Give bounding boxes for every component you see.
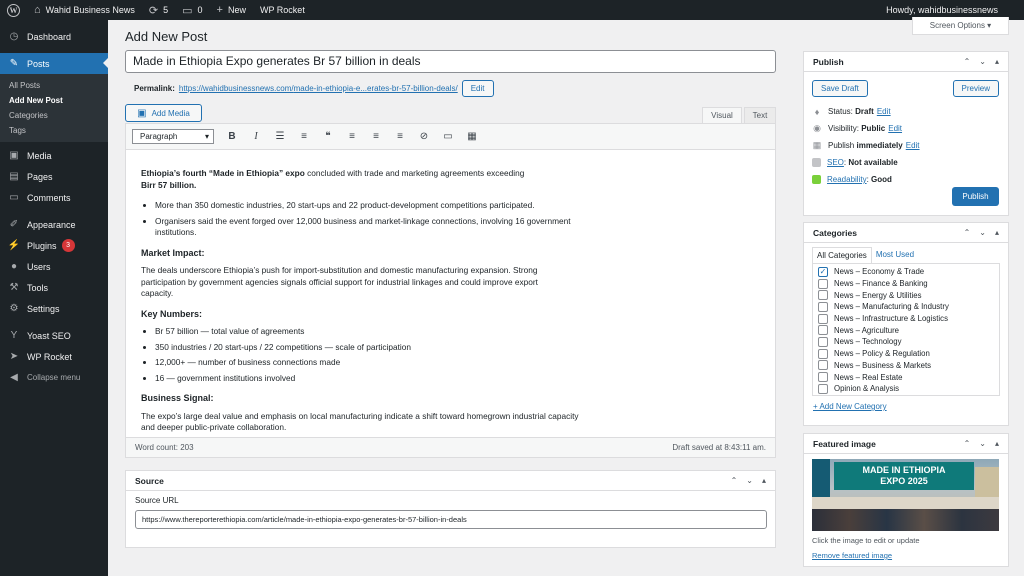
featured-image-thumbnail[interactable]: [812, 459, 999, 531]
menu-comments-label: Comments: [27, 192, 71, 203]
category-checkbox[interactable]: [818, 290, 828, 300]
schedule-edit-link[interactable]: Edit: [905, 141, 920, 150]
submenu-categories[interactable]: Categories: [9, 111, 48, 120]
list-item: • Organisers said the event forged over 12,000 business and market-linkage connections, involving 16 government institutions.: [155, 216, 595, 239]
menu-media[interactable]: [0, 145, 108, 166]
screen-options-label: Screen Options: [929, 21, 985, 30]
categories-metabox-title: Categories: [813, 227, 857, 238]
tab-most-used[interactable]: Most Used: [875, 250, 915, 259]
move-down-icon[interactable]: ⌄: [979, 57, 986, 66]
intro-bold: Ethiopia’s fourth “Made in Ethiopia” expo: [141, 168, 305, 178]
comments-count: 0: [197, 5, 203, 15]
menu-pages-label: Pages: [27, 171, 53, 182]
intro-rest: concluded with trade and marketing agreements exceeding: [304, 168, 525, 178]
source-metabox: [125, 470, 776, 548]
chevron-down-icon: ▾: [204, 132, 209, 141]
menu-yoast-seo[interactable]: [0, 325, 108, 346]
seo-value: Not available: [848, 158, 898, 167]
key-numbers-list: [155, 326, 761, 384]
collapse-menu-label: Collapse menu: [27, 373, 81, 382]
status-label: Status:: [828, 107, 853, 116]
category-item[interactable]: [813, 360, 999, 372]
list-item: • Br 57 billion — total value of agreements: [155, 326, 761, 338]
featured-image-metabox: [803, 433, 1009, 567]
plus-icon: +: [216, 4, 223, 16]
category-label: News – Manufacturing & Industry: [834, 302, 949, 312]
publish-actions-row: [804, 72, 1008, 103]
move-up-icon[interactable]: ⌃: [963, 57, 971, 66]
editor-status-bar: [126, 437, 775, 457]
bullet-list-icon[interactable]: ☰: [275, 131, 285, 142]
home-icon: ⌂: [34, 4, 41, 16]
menu-users[interactable]: [0, 256, 108, 277]
collapse-icon[interactable]: ▴: [994, 228, 999, 237]
updates-count: 5: [163, 5, 169, 15]
category-checklist: [812, 263, 1000, 396]
publish-metabox: [803, 51, 1009, 216]
menu-posts[interactable]: [0, 53, 108, 74]
menu-posts-label: Posts: [27, 58, 50, 69]
updates-menu[interactable]: [142, 0, 175, 20]
expo-floor: [812, 497, 999, 509]
category-checkbox[interactable]: [818, 314, 828, 324]
move-down-icon[interactable]: ⌄: [979, 439, 986, 448]
menu-appearance[interactable]: [0, 214, 108, 235]
pages-icon: ▤: [9, 171, 19, 182]
category-label: News – Infrastructure & Logistics: [834, 314, 948, 324]
categories-metabox-header: [804, 223, 1008, 243]
schedule-row: [804, 137, 1008, 154]
category-label: News – Agriculture: [834, 325, 900, 335]
wrench-icon: ⚒: [9, 282, 19, 293]
category-checkbox[interactable]: [818, 349, 828, 359]
move-up-icon[interactable]: ⌃: [963, 439, 971, 448]
category-label: News – Energy & Utilities: [834, 290, 922, 300]
category-item[interactable]: [813, 289, 999, 301]
pushpin-icon: ✎: [9, 58, 19, 69]
menu-settings-label: Settings: [27, 303, 60, 314]
permalink-label: Permalink:: [134, 84, 175, 93]
category-checkbox[interactable]: [818, 372, 828, 382]
category-label: News – Finance & Banking: [834, 279, 928, 289]
source-metabox-header: [126, 471, 775, 491]
menu-tools-label: Tools: [27, 282, 49, 293]
category-checkbox[interactable]: [818, 360, 828, 370]
menu-dashboard-label: Dashboard: [27, 31, 72, 42]
market-paragraph: The deals underscore Ethiopia’s push for import-substitution and domestic manufacturing expansion. Strong participation by government agencies signals official support for industrial linkages and could improve export capacity.: [141, 265, 538, 298]
wp-rocket-menu[interactable]: [253, 0, 312, 20]
list-item: • 350 industries / 20 start-ups / 22 competitions — scale of participation: [155, 342, 761, 354]
site-name-menu[interactable]: [27, 0, 142, 20]
site-name: Wahid Business News: [45, 5, 135, 15]
admin-sidebar: [0, 20, 108, 576]
banner-line-2: EXPO 2025: [880, 476, 928, 486]
post-title-input[interactable]: Made in Ethiopia Expo generates Br 57 billion in deals: [125, 50, 776, 73]
intro-bold-2: Birr 57 billion.: [141, 179, 197, 190]
category-checkbox[interactable]: [818, 279, 828, 289]
menu-settings[interactable]: [0, 298, 108, 319]
media-icon: ▣: [9, 150, 19, 161]
submenu-tags[interactable]: Tags: [9, 126, 26, 135]
category-checkbox[interactable]: [818, 337, 828, 347]
publish-button[interactable]: Publish: [952, 187, 999, 206]
highlights-list: [155, 200, 761, 239]
editor-content[interactable]: [126, 150, 775, 434]
new-label: New: [227, 5, 246, 15]
category-label: Opinion & Analysis: [834, 384, 900, 394]
remove-featured-image-link[interactable]: Remove featured image: [812, 551, 893, 560]
banner-line-1: MADE IN ETHIOPIA: [862, 465, 946, 475]
readability-value: Good: [871, 175, 892, 184]
align-right-icon[interactable]: ≡: [397, 131, 403, 142]
category-label: News – Real Estate: [834, 372, 903, 382]
format-select[interactable]: [132, 129, 214, 144]
caret-down-icon: ▾: [987, 21, 992, 30]
readability-status-icon: [812, 175, 821, 184]
category-checkbox[interactable]: ✓: [819, 267, 827, 277]
pin-icon: ♦: [814, 106, 820, 117]
seo-link[interactable]: SEO: [827, 158, 844, 167]
category-item[interactable]: [813, 266, 999, 278]
menu-comments[interactable]: [0, 187, 108, 208]
intro-paragraph: [141, 168, 611, 191]
draft-saved-status: Draft saved at 8:43:11 am.: [672, 443, 766, 452]
menu-pages[interactable]: [0, 166, 108, 187]
permalink-row: [134, 80, 494, 97]
visibility-label: Visibility:: [828, 124, 859, 133]
menu-appearance-label: Appearance: [27, 219, 76, 230]
rocket-icon: ➤: [9, 351, 19, 362]
publish-time-label: Publish: [828, 141, 855, 150]
preview-button[interactable]: Preview: [953, 80, 999, 97]
category-item[interactable]: [813, 301, 999, 313]
collapse-arrow-icon: ◀: [10, 372, 18, 383]
menu-users-label: Users: [27, 261, 51, 272]
read-more-icon[interactable]: ▭: [443, 131, 453, 142]
category-label: News – Business & Markets: [834, 360, 932, 370]
source-metabox-title: Source: [135, 475, 164, 486]
menu-yoast-label: Yoast SEO: [27, 330, 71, 341]
move-up-icon[interactable]: ⌃: [730, 476, 738, 485]
expo-banner: [834, 462, 974, 490]
move-down-icon[interactable]: ⌄: [979, 228, 986, 237]
category-item[interactable]: [813, 383, 999, 395]
comment-bubble-icon: ▭: [182, 4, 193, 17]
source-url-label: Source URL: [135, 496, 179, 505]
media-camera-icon: ▣: [137, 107, 147, 119]
publish-metabox-header: [804, 52, 1008, 72]
menu-dashboard[interactable]: [0, 26, 108, 47]
users-icon: ●: [10, 261, 18, 272]
bold-icon[interactable]: B: [228, 131, 236, 142]
admin-bar: [0, 0, 1024, 20]
tab-all-categories[interactable]: All Categories: [812, 247, 872, 263]
category-item[interactable]: [813, 336, 999, 348]
tab-text[interactable]: Text: [744, 107, 776, 123]
wp-logo-menu[interactable]: [0, 0, 27, 20]
status-value: Draft: [855, 107, 874, 116]
toolbar-toggle-icon[interactable]: ▦: [467, 131, 477, 142]
expo-crowd: [812, 509, 999, 531]
status-row: [804, 103, 1008, 120]
category-label: News – Economy & Trade: [834, 267, 925, 277]
collapse-icon[interactable]: ▴: [994, 439, 999, 448]
posts-submenu: [0, 74, 108, 142]
publish-time-value: immediately: [856, 141, 903, 150]
category-checkbox[interactable]: [818, 325, 828, 335]
plugin-icon: ⚡: [7, 240, 21, 251]
settings-icon: ⚙: [9, 303, 19, 314]
numbered-list-icon[interactable]: ≡: [301, 131, 307, 142]
menu-media-label: Media: [27, 150, 52, 161]
submenu-all-posts[interactable]: All Posts: [9, 81, 41, 90]
menu-plugins-label: Plugins: [27, 240, 57, 251]
collapse-icon[interactable]: ▴: [994, 57, 999, 66]
comments-menu[interactable]: [175, 0, 209, 20]
refresh-icon: ⟳: [148, 4, 159, 17]
category-checkbox[interactable]: [818, 302, 828, 312]
category-item[interactable]: [813, 324, 999, 336]
align-left-icon[interactable]: ≡: [349, 131, 355, 142]
submenu-add-new-post[interactable]: Add New Post: [9, 96, 63, 105]
heading-key-numbers: Key Numbers:: [141, 308, 203, 319]
word-count: Word count: 203: [135, 443, 194, 452]
permalink-base: https://wahidbusinessnews.com/: [178, 84, 294, 93]
permalink-edit-button[interactable]: Edit: [462, 80, 494, 97]
category-label: News – Policy & Regulation: [834, 349, 930, 359]
menu-plugins[interactable]: [0, 235, 108, 256]
signal-paragraph: The expo’s large deal value and emphasis on local manufacturing indicate a shift toward homegrown industrial capacity and deeper public-private collaboration.: [141, 410, 579, 432]
add-new-category-link[interactable]: + Add New Category: [813, 402, 887, 411]
add-media-button[interactable]: [125, 104, 202, 122]
move-down-icon[interactable]: ⌄: [746, 476, 753, 485]
italic-icon[interactable]: I: [254, 131, 258, 142]
seo-row: SEO : Not available: [804, 154, 1008, 171]
new-content-menu[interactable]: [210, 0, 253, 20]
collapse-icon[interactable]: ▴: [761, 476, 766, 485]
screen-options-toggle[interactable]: [912, 17, 1009, 35]
add-media-label: Add Media: [151, 108, 190, 118]
featured-image-header: [804, 434, 1008, 454]
move-up-icon[interactable]: ⌃: [963, 228, 971, 237]
seo-status-icon: [812, 158, 821, 167]
format-select-value: Paragraph: [140, 132, 178, 141]
category-checkbox[interactable]: [818, 384, 828, 394]
calendar-icon: ▦: [812, 140, 822, 150]
status-edit-link[interactable]: Edit: [876, 107, 891, 116]
category-item[interactable]: [813, 371, 999, 383]
featured-image-title: Featured image: [813, 438, 876, 449]
save-draft-button[interactable]: Save Draft: [812, 80, 868, 97]
wp-rocket-label: WP Rocket: [259, 5, 305, 15]
howdy-text: Howdy, wahidbusinessnews: [886, 5, 998, 15]
list-item: • More than 350 domestic industries, 20 start-ups and 22 product-development competitions participated.: [155, 200, 761, 212]
list-item: • 16 — government institutions involved: [155, 373, 761, 385]
category-label: News – Technology: [834, 337, 902, 347]
visibility-row: [804, 120, 1008, 137]
yoast-icon: Y: [10, 330, 18, 341]
heading-market-impact: Market Impact:: [141, 247, 205, 258]
menu-tools[interactable]: [0, 277, 108, 298]
list-item: • 12,000+ — number of business connections made: [155, 357, 761, 369]
menu-wprocket-label: WP Rocket: [27, 351, 72, 362]
menu-wp-rocket[interactable]: [0, 346, 108, 367]
align-center-icon[interactable]: ≡: [373, 131, 379, 142]
blockquote-icon[interactable]: ❝: [325, 131, 331, 142]
paintbrush-icon: ✐: [9, 219, 19, 230]
category-tabs: [812, 247, 1008, 263]
readability-row: Readability : Good: [804, 171, 1008, 188]
editor-toolbar: [126, 124, 775, 150]
plugins-update-badge: 3: [62, 239, 75, 252]
heading-business-signal: Business Signal:: [141, 393, 214, 403]
visibility-value: Public: [861, 124, 886, 133]
link-icon[interactable]: ⊘: [419, 131, 429, 142]
collapse-menu-button[interactable]: [0, 367, 108, 388]
visibility-edit-link[interactable]: Edit: [888, 124, 903, 133]
permalink-link[interactable]: [179, 84, 458, 93]
category-item[interactable]: [813, 348, 999, 360]
comments-icon: ▭: [9, 192, 19, 203]
readability-link[interactable]: Readability: [827, 175, 867, 184]
category-item[interactable]: [813, 313, 999, 325]
post-editor: [125, 123, 776, 458]
categories-metabox: [803, 222, 1009, 426]
tab-visual[interactable]: Visual: [702, 107, 742, 123]
permalink-slug: made-in-ethiopia-e...erates-br-57-billion-deals/: [293, 84, 458, 93]
featured-image-caption: Click the image to edit or update: [812, 536, 920, 545]
page-title: Add New Post: [125, 29, 208, 44]
source-url-input[interactable]: https://www.thereporterethiopia.com/article/made-in-ethiopia-expo-generates-br-57-billion-in-deals: [135, 510, 767, 529]
dashboard-icon: ◷: [9, 31, 19, 42]
publish-metabox-title: Publish: [813, 56, 844, 67]
eye-icon: ◉: [813, 123, 821, 133]
category-item[interactable]: [813, 278, 999, 290]
wordpress-icon: W: [7, 4, 20, 17]
